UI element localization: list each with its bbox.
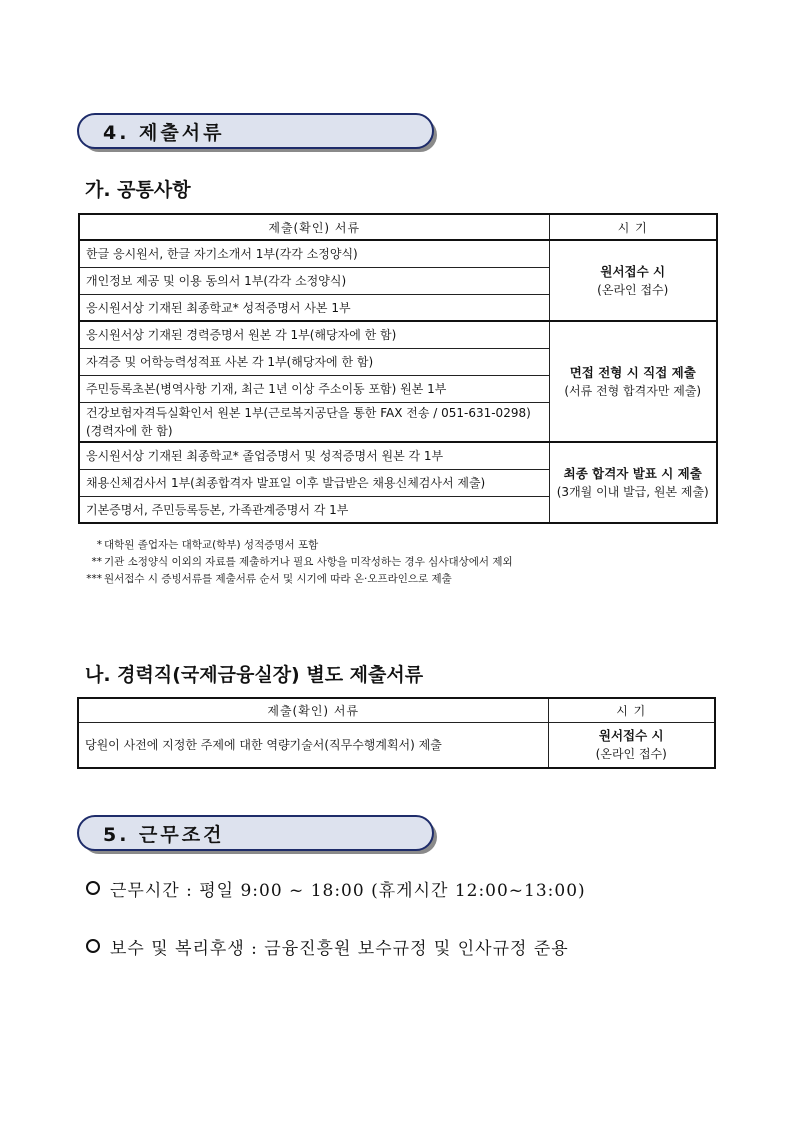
doc-cell: 응시원서상 기재된 최종학교* 성적증명서 사본 1부 (79, 294, 549, 321)
section-4-title: 4. 제출서류 (103, 122, 225, 144)
section-5-title: 5. 근무조건 (103, 824, 225, 846)
working-hours-item (86, 876, 586, 901)
doc-cell: 주민등록초본(병역사항 기재, 최근 1년 이상 주소이동 포함) 원본 1부 (79, 375, 549, 402)
timing-cell-interview (549, 321, 717, 442)
table-row (79, 321, 717, 348)
footnote-mark: ** (91, 556, 102, 568)
section-5-header (77, 815, 437, 851)
career-documents-table (77, 697, 716, 769)
doc-cell: 개인정보 제공 및 이용 동의서 1부(각각 소정양식) (79, 267, 549, 294)
timing-cell-final (549, 442, 717, 523)
timing-sub: (서류 전형 합격자만 제출) (564, 383, 702, 398)
footnote (86, 537, 513, 554)
doc-cell: 응시원서상 기재된 경력증명서 원본 각 1부(해당자에 한 함) (79, 321, 549, 348)
common-documents-table (78, 213, 718, 524)
doc-cell: 기본증명서, 주민등록등본, 가족관계증명서 각 1부 (79, 496, 549, 523)
circle-bullet-icon (86, 881, 100, 895)
footnote-text: 기관 소정양식 이외의 자료를 제출하거나 필요 사항을 미작성하는 경우 심사대상에서 제외 (104, 556, 513, 568)
subsection-b-title: 나. 경력직(국제금융실장) 별도 제출서류 (85, 664, 424, 686)
section-4-header (77, 113, 437, 149)
header-timing: 시 기 (549, 214, 717, 240)
footnote (86, 571, 513, 588)
timing-sub: (3개월 이내 발급, 원본 제출) (556, 484, 709, 499)
header-docs: 제출(확인) 서류 (79, 214, 549, 240)
doc-line: 건강보험자격득실확인서 원본 1부(근로복지공단을 통한 FAX 전송 / 051-631-0298) (86, 405, 531, 420)
timing-sub: (온라인 접수) (595, 746, 667, 761)
table-row (79, 442, 717, 469)
table-row (78, 722, 715, 768)
subsection-a-title: 가. 공통사항 (85, 179, 191, 201)
table-header-row (79, 214, 717, 240)
footnote (86, 554, 513, 571)
header-docs: 제출(확인) 서류 (78, 698, 548, 722)
table-header-row (78, 698, 715, 722)
timing-cell-application (549, 240, 717, 321)
footnotes (86, 537, 513, 588)
header-timing: 시 기 (548, 698, 715, 722)
doc-cell: 자격증 및 어학능력성적표 사본 각 1부(해당자에 한 함) (79, 348, 549, 375)
footnote-mark: * (96, 539, 102, 551)
timing-main: 원서접수 시 (600, 263, 666, 279)
circle-bullet-icon (86, 939, 100, 953)
footnote-text: 대학원 졸업자는 대학교(학부) 성적증명서 포함 (104, 539, 319, 551)
compensation-item (86, 934, 569, 959)
doc-line: (경력자에 한 함) (86, 423, 173, 438)
timing-sub: (온라인 접수) (597, 282, 669, 297)
footnote-mark: *** (86, 573, 102, 585)
doc-cell: 한글 응시원서, 한글 자기소개서 1부(각각 소정양식) (79, 240, 549, 267)
doc-cell: 당원이 사전에 지정한 주제에 대한 역량기술서(직무수행계획서) 제출 (78, 722, 548, 768)
timing-cell-application (548, 722, 715, 768)
footnote-text: 원서접수 시 증빙서류를 제출서류 순서 및 시기에 따라 온·오프라인으로 제출 (104, 573, 452, 585)
doc-cell: 채용신체검사서 1부(최종합격자 발표일 이후 발급받은 채용신체검사서 제출) (79, 469, 549, 496)
item-text: 보수 및 복리후생 : 금융진흥원 보수규정 및 인사규정 준용 (110, 939, 569, 959)
timing-main: 최종 합격자 발표 시 제출 (563, 465, 702, 481)
timing-main: 원서접수 시 (598, 727, 664, 743)
item-text: 근무시간 : 평일 9:00 ~ 18:00 (휴게시간 12:00~13:00) (110, 881, 586, 901)
table-row (79, 240, 717, 267)
timing-main: 면접 전형 시 직접 제출 (569, 364, 696, 380)
doc-cell (79, 402, 549, 442)
doc-cell: 응시원서상 기재된 최종학교* 졸업증명서 및 성적증명서 원본 각 1부 (79, 442, 549, 469)
